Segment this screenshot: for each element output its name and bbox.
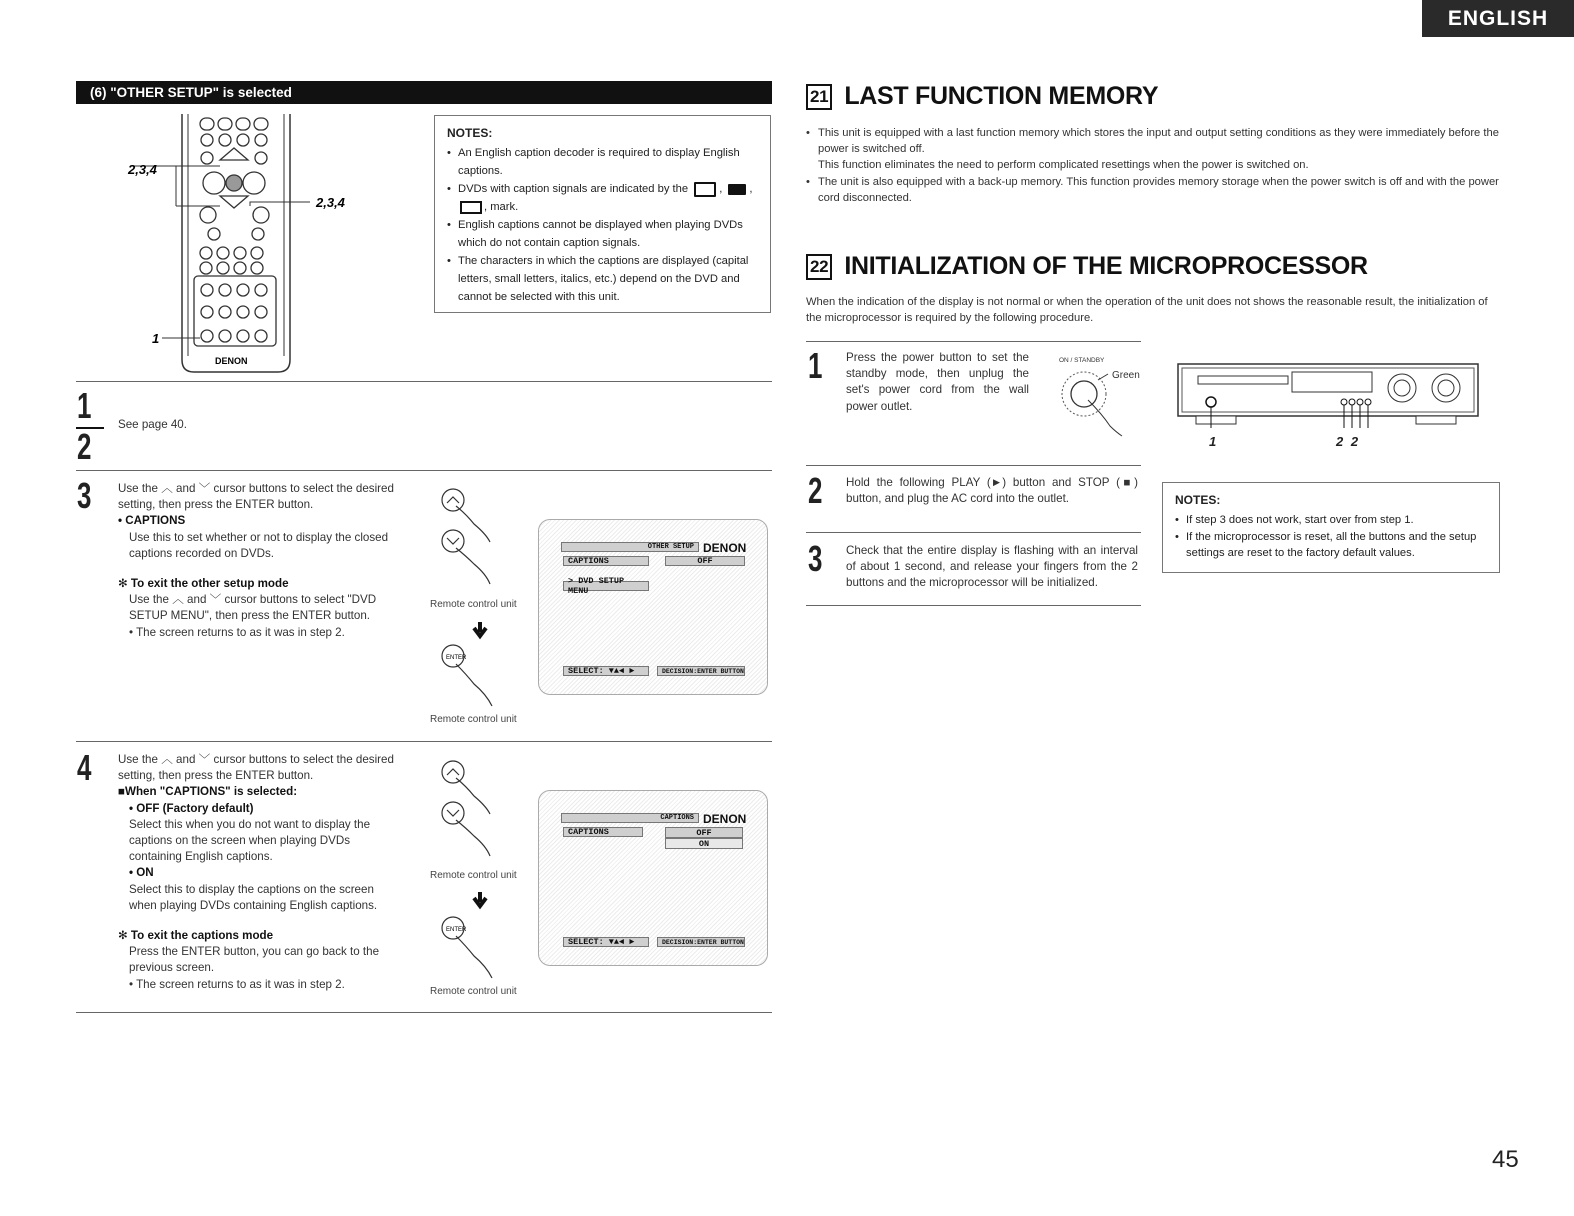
remote-caption: Remote control unit <box>430 986 517 997</box>
init-step-number: 1 <box>808 345 823 386</box>
cc-mark-icon <box>460 201 482 214</box>
up-cursor-icon: ︿ <box>161 753 173 766</box>
screen-select-label: SELECT: ▼▲◄ ► <box>563 666 649 676</box>
step4-body: Use the ︿ and ﹀ cursor buttons to select the desired setting, then press the ENTER button. ■When "CAPTIONS" is selected: • OFF (Factory default) Select this when you do not want to display the captions on the screen when playing DVDs containing English captions. • ON Select this to display the captions on the screen when playing DVDs containing English captions. ✻ To exit the captions mode Press the ENTER button, you can go back to the previous screen. • The screen returns to as it was in step 2. <box>118 753 394 991</box>
init-step-number: 3 <box>808 538 823 579</box>
standby-label: ON / STANDBY <box>1059 357 1105 364</box>
note-item: • An English caption decoder is required to display English captions. <box>447 144 760 180</box>
step-number-2: 2 <box>77 426 92 467</box>
step-number-3: 3 <box>77 475 92 516</box>
section-badge: 21 <box>806 84 832 110</box>
note-item: • English captions cannot be displayed when playing DVDs which do not contain caption signals. <box>447 216 760 252</box>
section-heading-22 <box>806 252 1368 281</box>
section-heading-21 <box>806 82 1158 111</box>
down-cursor-icon: ﹀ <box>209 593 222 607</box>
osd-screen-captions <box>538 790 768 966</box>
screen-decision-label: DECISION:ENTER BUTTON <box>657 937 745 947</box>
divider <box>76 1012 772 1013</box>
init-step-text: Hold the following PLAY (►) button and STOP (■) button, and plug the AC cord into the outlet. <box>846 476 1138 506</box>
step-number-1: 1 <box>77 385 92 426</box>
page-number: 45 <box>1492 1146 1519 1173</box>
down-cursor-icon: ﹀ <box>198 482 211 495</box>
screen-option-off: OFF <box>665 827 743 838</box>
caption-mark-icon <box>728 184 746 195</box>
divider <box>806 465 1141 466</box>
up-cursor-icon: ︿ <box>161 482 173 495</box>
remote-caption: Remote control unit <box>430 714 517 725</box>
note-item: • If step 3 does not work, start over from step 1. <box>1175 511 1489 529</box>
section-title: INITIALIZATION OF THE MICROPROCESSOR <box>844 252 1368 280</box>
note-item: • If the microprocessor is reset, all the buttons and the setup settings are reset to the factory default values. <box>1175 529 1489 561</box>
osd-screen-other-setup <box>538 519 768 695</box>
screen-row-label: CAPTIONS <box>563 827 643 837</box>
step12-text: See page 40. <box>118 418 187 431</box>
device-callout: 1 <box>1209 434 1217 449</box>
divider <box>806 341 1141 342</box>
init-step-text: Press the power button to set the standby mode, then unplug the set's power cord from the wall power outlet. <box>846 351 1029 413</box>
screen-row-value: OFF <box>665 556 745 566</box>
divider <box>76 741 772 742</box>
notes-box-captions <box>434 115 771 313</box>
section22-intro: When the indication of the display is not normal or when the operation of the unit does not shows the reasonable result, the initialization of the microprocessor is required by the following procedure. <box>806 296 1488 325</box>
init-step-number: 2 <box>808 470 823 511</box>
step3-body: Use the ︿ and ﹀ cursor buttons to select the desired setting, then press the ENTER button. • CAPTIONS Use this to set whether or not to display the closed captions recorded on DVDs. ✻ To exit the other setup mode Use the ︿ and ﹀ cursor buttons to select "DVD SETUP MENU", then press the ENTER button. • The screen returns to as it was in step 2. <box>118 482 394 639</box>
section21-body: • This unit is equipped with a last function memory which stores the input and output setting conditions as they were immediately before the power is switched off. This function eliminates the need to perform complicated resettings when the power is switched on. • The unit is also equipped with a back-up memory. This function provides memory storage when the power switch is off and with the power cord disconnected. <box>806 127 1499 204</box>
up-cursor-icon: ︿ <box>172 593 184 607</box>
remote-caption: Remote control unit <box>430 870 517 881</box>
remote-brand: DENON <box>215 356 248 366</box>
language-tab: ENGLISH <box>1422 0 1574 37</box>
note-item: • The characters in which the captions are displayed (capital letters, small letters, italics, etc.) depend on the DVD and cannot be selected with this unit. <box>447 252 760 306</box>
caption-mark-icon <box>694 182 716 197</box>
screen-brand: DENON <box>703 812 747 826</box>
divider <box>76 381 772 382</box>
screen-brand: DENON <box>703 541 747 555</box>
notes-title: NOTES: <box>1175 493 1221 507</box>
green-label: Green <box>1112 370 1140 381</box>
callout-right: 2,3,4 <box>316 195 345 210</box>
screen-option-on: ON <box>665 838 743 849</box>
device-callout: 2 2 <box>1336 434 1359 449</box>
screen-decision-label: DECISION:ENTER BUTTON <box>657 666 745 676</box>
divider <box>76 470 772 471</box>
screen-top-label: OTHER SETUP <box>561 542 699 552</box>
divider <box>806 532 1141 533</box>
remote-control-illustration <box>110 110 400 376</box>
down-cursor-icon: ﹀ <box>198 753 211 766</box>
step-number-4: 4 <box>77 747 92 788</box>
callout-left-bottom: 1 <box>152 331 160 346</box>
section-title-bar: (6) "OTHER SETUP" is selected <box>76 81 772 104</box>
dvd-player-front-panel <box>1176 358 1482 454</box>
section-badge: 22 <box>806 254 832 280</box>
callout-left-top: 2,3,4 <box>128 162 157 177</box>
note-item: • DVDs with caption signals are indicated by the , , , mark. <box>447 180 760 216</box>
svg-text:ENTER: ENTER <box>446 655 467 661</box>
notes-title: NOTES: <box>447 126 493 140</box>
notes-box-init <box>1162 482 1500 573</box>
divider <box>806 605 1141 606</box>
screen-select-label: SELECT: ▼▲◄ ► <box>563 937 649 947</box>
remote-caption: Remote control unit <box>430 599 517 610</box>
screen-row-label: CAPTIONS <box>563 556 649 566</box>
screen-menu-label: > DVD SETUP MENU <box>563 581 649 591</box>
init-step-text: Check that the entire display is flashing with an interval of about 1 second, and release your fingers from the 2 buttons and the microprocessor will be initialized. <box>846 544 1138 590</box>
section-title: LAST FUNCTION MEMORY <box>844 82 1159 110</box>
screen-top-label: CAPTIONS <box>561 813 699 823</box>
svg-text:ENTER: ENTER <box>446 927 467 933</box>
